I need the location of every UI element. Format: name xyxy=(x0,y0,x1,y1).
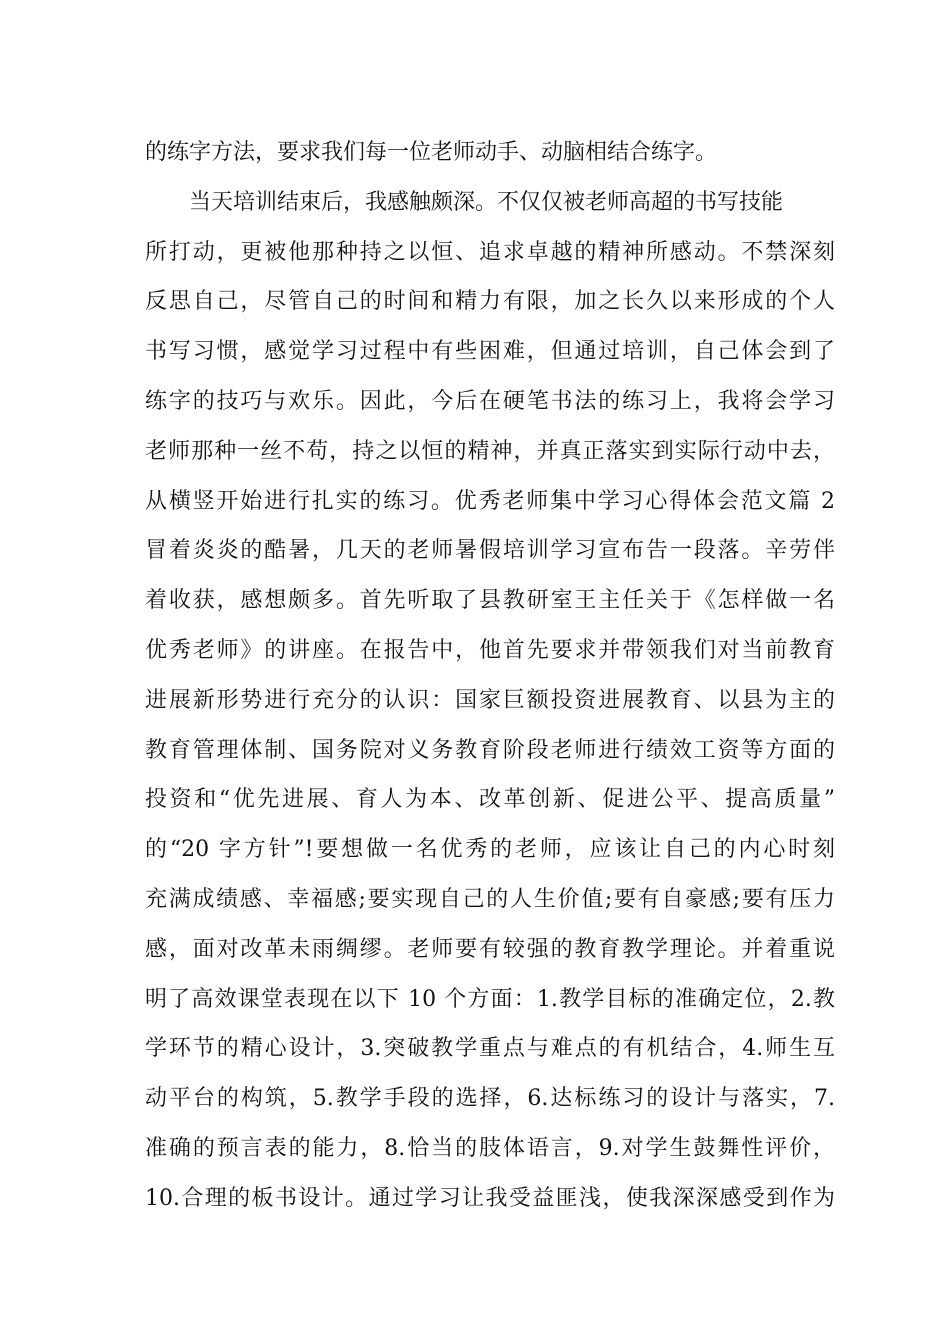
text-line: 的练字方法，要求我们每一位老师动手、动脑相结合练字。 xyxy=(145,140,718,165)
text-line: 充满成绩感、幸福感;要实现自己的人生价值;要有自豪感;要有压力 xyxy=(145,886,835,912)
text-line: 感，面对改革未雨绸缪。老师要有较强的教育教学理论。并着重说 xyxy=(145,936,835,962)
text-line: 明了高效课堂表现在以下 10 个方面：1.教学目标的准确定位，2.教 xyxy=(145,986,835,1012)
text-line: 进展新形势进行充分的认识：国家巨额投资进展教育、以县为主的 xyxy=(145,687,835,713)
text-line: 从横竖开始进行扎实的练习。优秀老师集中学习心得体会范文篇 2 xyxy=(145,488,835,514)
paragraph-first-line: 当天培训结束后，我感触颇深。不仅仅被老师高超的书写技能 xyxy=(189,189,784,215)
text-line: 准确的预言表的能力，8.恰当的肢体语言，9.对学生鼓舞性评价， xyxy=(145,1135,835,1161)
text-line: 书写习惯，感觉学习过程中有些困难，但通过培训，自己体会到了 xyxy=(145,339,835,365)
text-line: 所打动，更被他那种持之以恒、追求卓越的精神所感动。不禁深刻 xyxy=(145,239,835,265)
text-line: 优秀老师》的讲座。在报告中，他首先要求并带领我们对当前教育 xyxy=(145,637,835,663)
text-line: 动平台的构筑，5.教学手段的选择，6.达标练习的设计与落实，7. xyxy=(145,1086,835,1112)
text-line: 10.合理的板书设计。通过学习让我受益匪浅，使我深深感受到作为 xyxy=(145,1185,835,1211)
text-line: 着收获，感想颇多。首先听取了县教研室王主任关于《怎样做一名 xyxy=(145,588,835,614)
text-line: 投资和“优先进展、育人为本、改革创新、促进公平、提高质量” xyxy=(145,787,835,813)
body-text xyxy=(145,128,835,1224)
text-line: 的“20 字方针”!要想做一名优秀的老师，应该让自己的内心时刻 xyxy=(145,837,835,863)
text-line: 练字的技巧与欢乐。因此，今后在硬笔书法的练习上，我将会学习 xyxy=(145,388,835,414)
text-line: 冒着炎炎的酷暑，几天的老师暑假培训学习宣布告一段落。辛劳伴 xyxy=(145,538,835,564)
text-line: 反思自己，尽管自己的时间和精力有限，加之长久以来形成的个人 xyxy=(145,289,835,315)
text-line: 老师那种一丝不苟，持之以恒的精神，并真正落实到实际行动中去， xyxy=(145,438,835,464)
text-line: 教育管理体制、国务院对义务教育阶段老师进行绩效工资等方面的 xyxy=(145,737,835,763)
text-line: 学环节的精心设计，3.突破教学重点与难点的有机结合，4.师生互 xyxy=(145,1036,835,1062)
